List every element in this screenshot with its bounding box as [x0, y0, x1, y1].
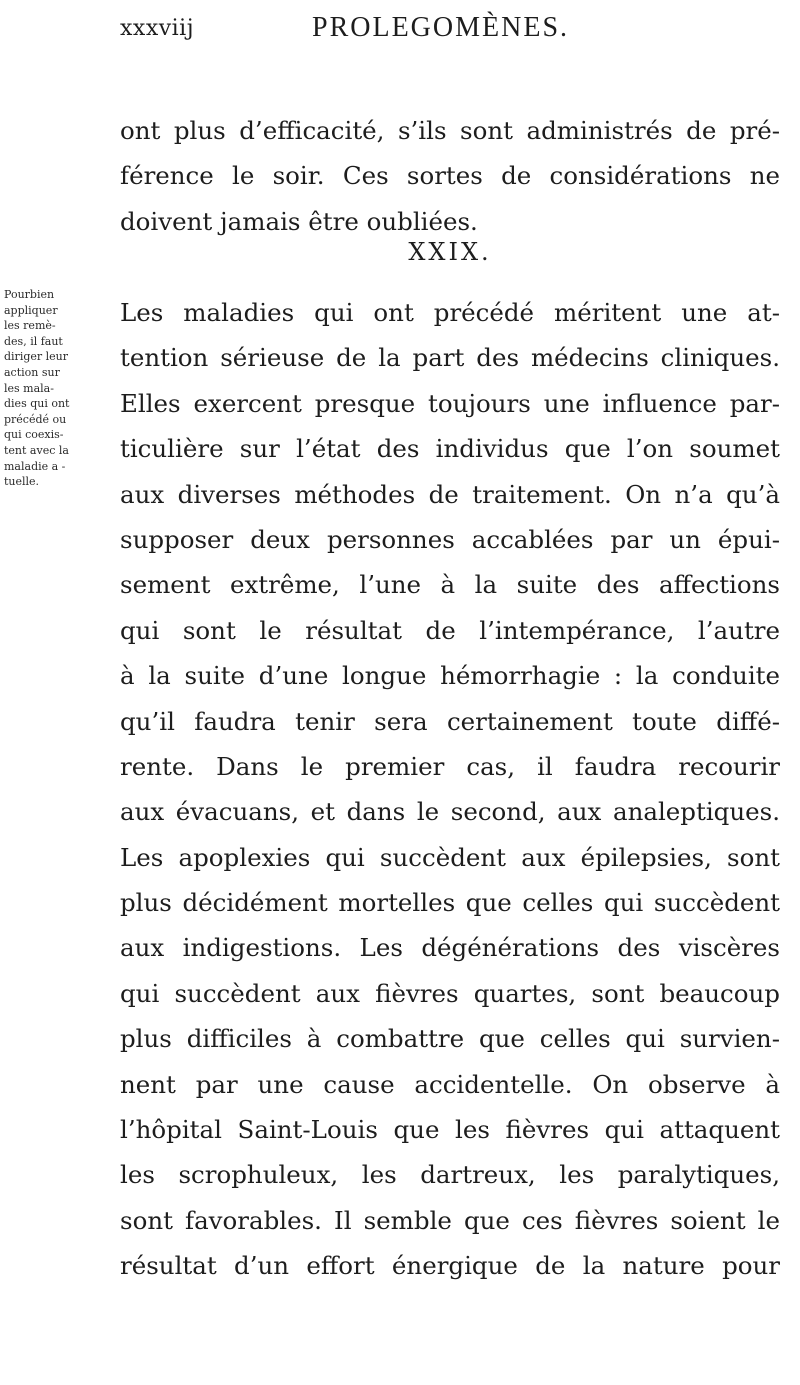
text-line: les scrophuleux, les dartreux, les paralytiques, — [120, 1160, 780, 1190]
text-line: Les apoplexies qui succèdent aux épilepsies, sont — [120, 842, 780, 872]
text-line: qui sont le résultat de l’intempérance, l’autre — [120, 615, 780, 645]
text-line: Les maladies qui ont précédé méritent une at- — [120, 298, 780, 327]
text-line: Elles exercent presque toujours une influence par- — [120, 388, 780, 418]
text-line: aux indigestions. Les dégénérations des viscères — [120, 933, 780, 963]
intro-paragraph — [120, 108, 780, 244]
margin-note-line: des, il faut — [4, 334, 63, 348]
text-line: nent par une cause accidentelle. On observe à — [120, 1069, 780, 1099]
text-line: sont favorables. Il semble que ces fièvres soient le — [120, 1205, 780, 1235]
margin-note-line: les mala- — [4, 381, 54, 395]
margin-note — [4, 287, 108, 490]
margin-note-line: diriger leur — [4, 350, 69, 364]
section-heading: XXIX. — [408, 238, 492, 266]
text-line: férence le soir. Ces sortes de considérations ne — [120, 161, 780, 191]
text-line: tention sérieuse de la part des médecins cliniques. — [120, 343, 780, 373]
margin-note-line: tent avec la — [4, 443, 69, 457]
page-header — [120, 12, 780, 52]
margin-note-line: tuelle. — [4, 475, 40, 489]
text-line: à la suite d’une longue hémorrhagie : la conduite — [120, 661, 780, 691]
margin-note-line: précédé ou — [4, 412, 67, 426]
text-line: qu’il faudra tenir sera certainement toute diffé- — [120, 706, 780, 736]
margin-note-line: qui coexis- — [4, 428, 64, 442]
text-line: aux diverses méthodes de traitement. On n’a qu’à — [120, 479, 780, 509]
text-line: résultat d’un effort énergique de la nature pour — [120, 1251, 780, 1281]
running-title: PROLEGOMÈNES. — [312, 12, 570, 43]
text-line: aux évacuans, et dans le second, aux analeptiques. — [120, 797, 780, 827]
text-line: sement extrême, l’une à la suite des affections — [120, 570, 780, 600]
margin-note-line: les remè- — [4, 319, 56, 333]
margin-note-line: maladie a - — [4, 459, 66, 473]
text-line: ont plus d’efficacité, s’ils sont administrés de pré- — [120, 116, 780, 145]
section-paragraph — [120, 290, 780, 1289]
text-line: qui succèdent aux fièvres quartes, sont beaucoup — [120, 978, 780, 1008]
text-line: doivent jamais être oubliées. — [120, 206, 478, 236]
text-line: supposer deux personnes accablées par un épui- — [120, 524, 780, 554]
margin-note-line: appliquer — [4, 303, 58, 317]
text-line: l’hôpital Saint-Louis que les fièvres qui attaquent — [120, 1115, 780, 1145]
margin-note-line: dies qui ont — [4, 397, 70, 411]
margin-note-line: Pourbien — [4, 288, 55, 301]
margin-note-line: action sur — [4, 365, 60, 379]
page-number: xxxviij — [120, 16, 195, 41]
text-line: ticulière sur l’état des individus que l’on soumet — [120, 434, 780, 464]
text-line: plus décidément mortelles que celles qui succèdent — [120, 888, 780, 918]
text-line: plus difficiles à combattre que celles qui survien- — [120, 1024, 780, 1054]
text-line: rente. Dans le premier cas, il faudra recourir — [120, 751, 780, 781]
